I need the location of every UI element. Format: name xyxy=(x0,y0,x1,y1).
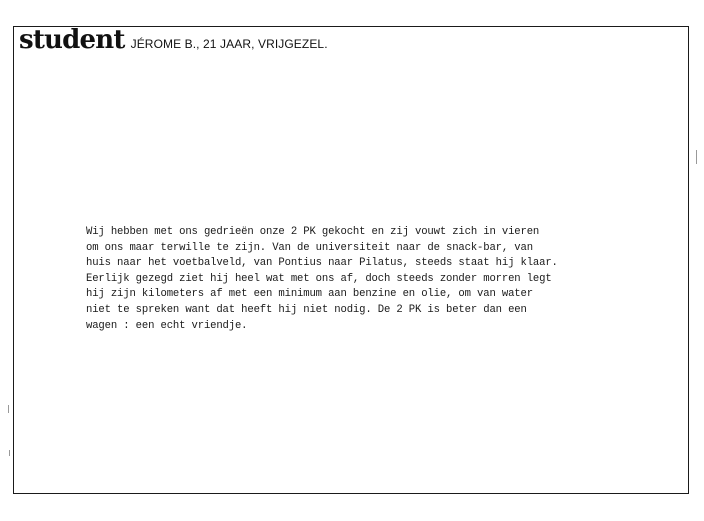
body-line: huis naar het voetbalveld, van Pontius naar Pilatus, steeds staat hij klaar. xyxy=(86,257,558,270)
scan-speck xyxy=(9,450,10,456)
headline: student xyxy=(19,25,125,55)
header xyxy=(19,27,328,53)
body-line: hij zijn kilometers af met een minimum aan benzine en olie, om van water xyxy=(86,288,533,301)
scan-speck xyxy=(696,150,697,164)
body-line: om ons maar terwille te zijn. Van de universiteit naar de snack-bar, van xyxy=(86,241,533,254)
body-line: niet te spreken want dat heeft hij niet nodig. De 2 PK is beter dan een xyxy=(86,303,527,316)
body-paragraph xyxy=(86,225,566,334)
body-line: Wij hebben met ons gedrieën onze 2 PK gekocht en zij vouwt zich in vieren xyxy=(86,226,540,238)
scan-speck xyxy=(8,405,9,413)
body-line: wagen : een echt vriendje. xyxy=(86,319,248,332)
body-line: Eerlijk gezegd ziet hij heel wat met ons af, doch steeds zonder morren legt xyxy=(86,272,552,285)
subhead: JÉROME B., 21 JAAR, VRIJGEZEL. xyxy=(130,37,328,51)
